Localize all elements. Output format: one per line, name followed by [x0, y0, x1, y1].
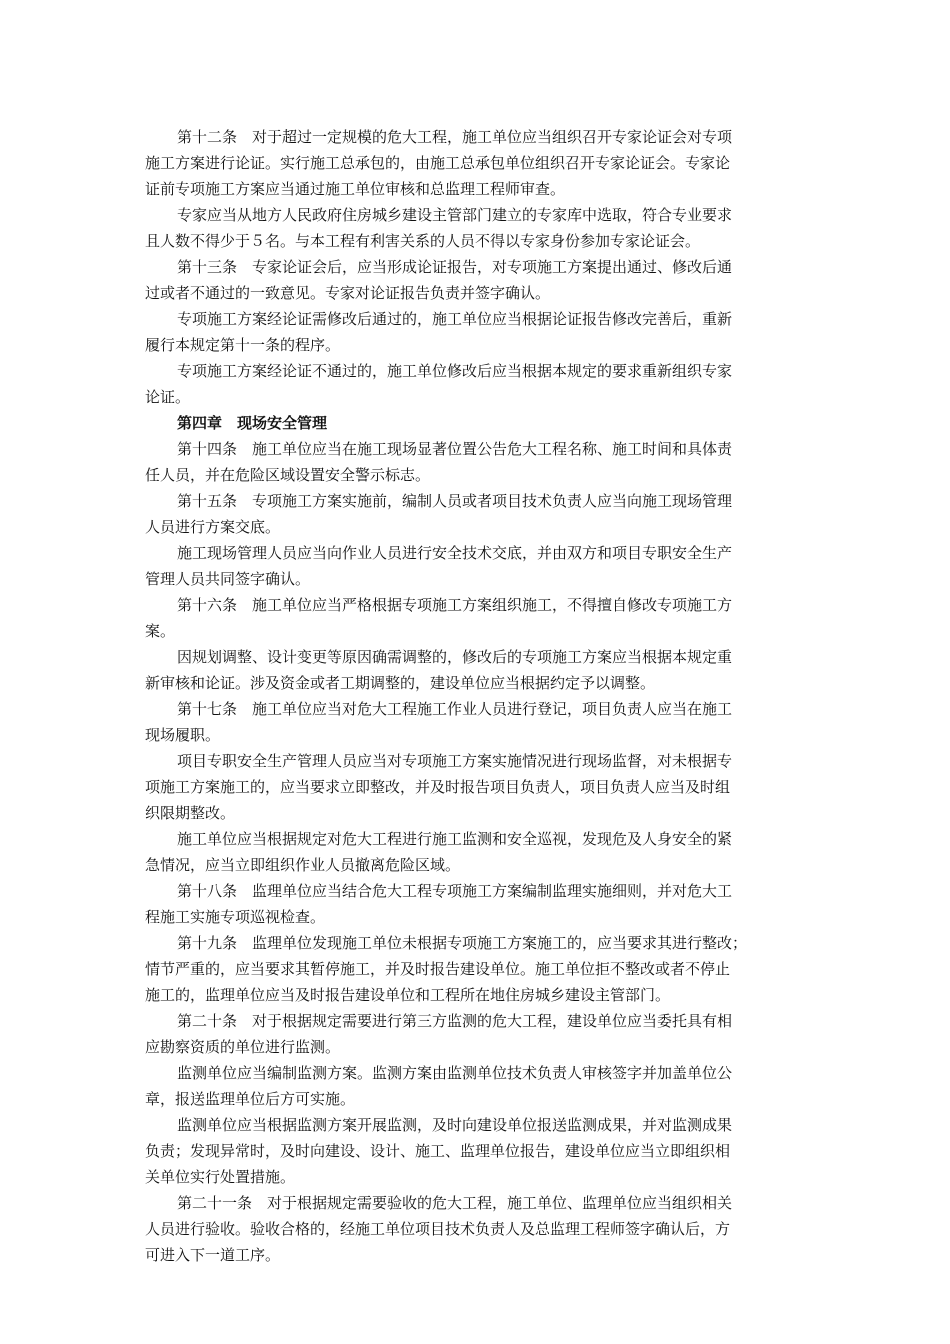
- text-line: 第十六条 施工单位应当严格根据专项施工方案组织施工，不得擅自修改专项施工方: [177, 596, 733, 614]
- text-line: 章，报送监理单位后方可实施。: [145, 1090, 356, 1108]
- text-line: 第二十一条 对于根据规定需要验收的危大工程，施工单位、监理单位应当组织相关: [177, 1194, 733, 1212]
- text-line: 监测单位应当编制监测方案。监测方案由监测单位技术负责人审核签字并加盖单位公: [177, 1064, 733, 1082]
- text-line: 程施工实施专项巡视检查。: [145, 908, 326, 926]
- text-line: 第十五条 专项施工方案实施前，编制人员或者项目技术负责人应当向施工现场管理: [177, 492, 733, 510]
- text-line: 新审核和论证。涉及资金或者工期调整的，建设单位应当根据约定予以调整。: [145, 674, 656, 692]
- text-line: 第二十条 对于根据规定需要进行第三方监测的危大工程，建设单位应当委托具有相: [177, 1012, 733, 1030]
- text-line: 施工现场管理人员应当向作业人员进行安全技术交底，并由双方和项目专职安全生产: [177, 544, 733, 562]
- text-line: 第十八条 监理单位应当结合危大工程专项施工方案编制监理实施细则，并对危大工: [177, 882, 733, 900]
- chapter-heading: 第四章 现场安全管理: [177, 414, 328, 432]
- text-line: 施工的，监理单位应当及时报告建设单位和工程所在地住房城乡建设主管部门。: [145, 986, 671, 1004]
- text-line: 现场履职。: [145, 726, 221, 744]
- text-line: 专家应当从地方人民政府住房城乡建设主管部门建立的专家库中选取，符合专业要求: [177, 206, 733, 224]
- text-line: 人员进行验收。验收合格的，经施工单位项目技术负责人及总监理工程师签字确认后，方: [145, 1220, 731, 1238]
- text-line: 专项施工方案经论证需修改后通过的，施工单位应当根据论证报告修改完善后，重新: [177, 310, 733, 328]
- text-line: 第十九条 监理单位发现施工单位未根据专项施工方案施工的，应当要求其进行整改；: [177, 934, 748, 952]
- text-line: 履行本规定第十一条的程序。: [145, 336, 341, 354]
- text-line: 案。: [145, 622, 176, 640]
- text-line: 关单位实行处置措施。: [145, 1168, 296, 1186]
- text-line: 施工方案进行论证。实行施工总承包的，由施工总承包单位组织召开专家论证会。专家论: [145, 154, 731, 172]
- text-line: 项目专职安全生产管理人员应当对专项施工方案实施情况进行现场监督，对未根据专: [177, 752, 733, 770]
- text-line: 项施工方案施工的，应当要求立即整改，并及时报告项目负责人，项目负责人应当及时组: [145, 778, 731, 796]
- text-line: 论证。: [145, 388, 191, 406]
- text-line: 监测单位应当根据监测方案开展监测，及时向建设单位报送监测成果，并对监测成果: [177, 1116, 733, 1134]
- text-line: 第十四条 施工单位应当在施工现场显著位置公告危大工程名称、施工时间和具体责: [177, 440, 733, 458]
- text-line: 人员进行方案交底。: [145, 518, 281, 536]
- text-line: 第十七条 施工单位应当对危大工程施工作业人员进行登记，项目负责人应当在施工: [177, 700, 733, 718]
- text-line: 过或者不通过的一致意见。专家对论证报告负责并签字确认。: [145, 284, 551, 302]
- text-line: 可进入下一道工序。: [145, 1246, 281, 1264]
- text-line: 应勘察资质的单位进行监测。: [145, 1038, 341, 1056]
- text-line: 情节严重的，应当要求其暂停施工，并及时报告建设单位。施工单位拒不整改或者不停止: [145, 960, 731, 978]
- text-line: 证前专项施工方案应当通过施工单位审核和总监理工程师审查。: [145, 180, 566, 198]
- text-line: 任人员，并在危险区域设置安全警示标志。: [145, 466, 431, 484]
- text-line: 且人数不得少于５名。与本工程有利害关系的人员不得以专家身份参加专家论证会。: [145, 232, 701, 250]
- text-line: 施工单位应当根据规定对危大工程进行施工监测和安全巡视，发现危及人身安全的紧: [177, 830, 733, 848]
- text-line: 急情况，应当立即组织作业人员撤离危险区域。: [145, 856, 461, 874]
- text-line: 专项施工方案经论证不通过的，施工单位修改后应当根据本规定的要求重新组织专家: [177, 362, 733, 380]
- text-line: 织限期整改。: [145, 804, 236, 822]
- text-line: 因规划调整、设计变更等原因确需调整的，修改后的专项施工方案应当根据本规定重: [177, 648, 733, 666]
- text-line: 负责；发现异常时，及时向建设、设计、施工、监理单位报告，建设单位应当立即组织相: [145, 1142, 731, 1160]
- text-line: 第十三条 专家论证会后，应当形成论证报告，对专项施工方案提出通过、修改后通: [177, 258, 733, 276]
- text-line: 管理人员共同签字确认。: [145, 570, 311, 588]
- text-line: 第十二条 对于超过一定规模的危大工程，施工单位应当组织召开专家论证会对专项: [177, 128, 733, 146]
